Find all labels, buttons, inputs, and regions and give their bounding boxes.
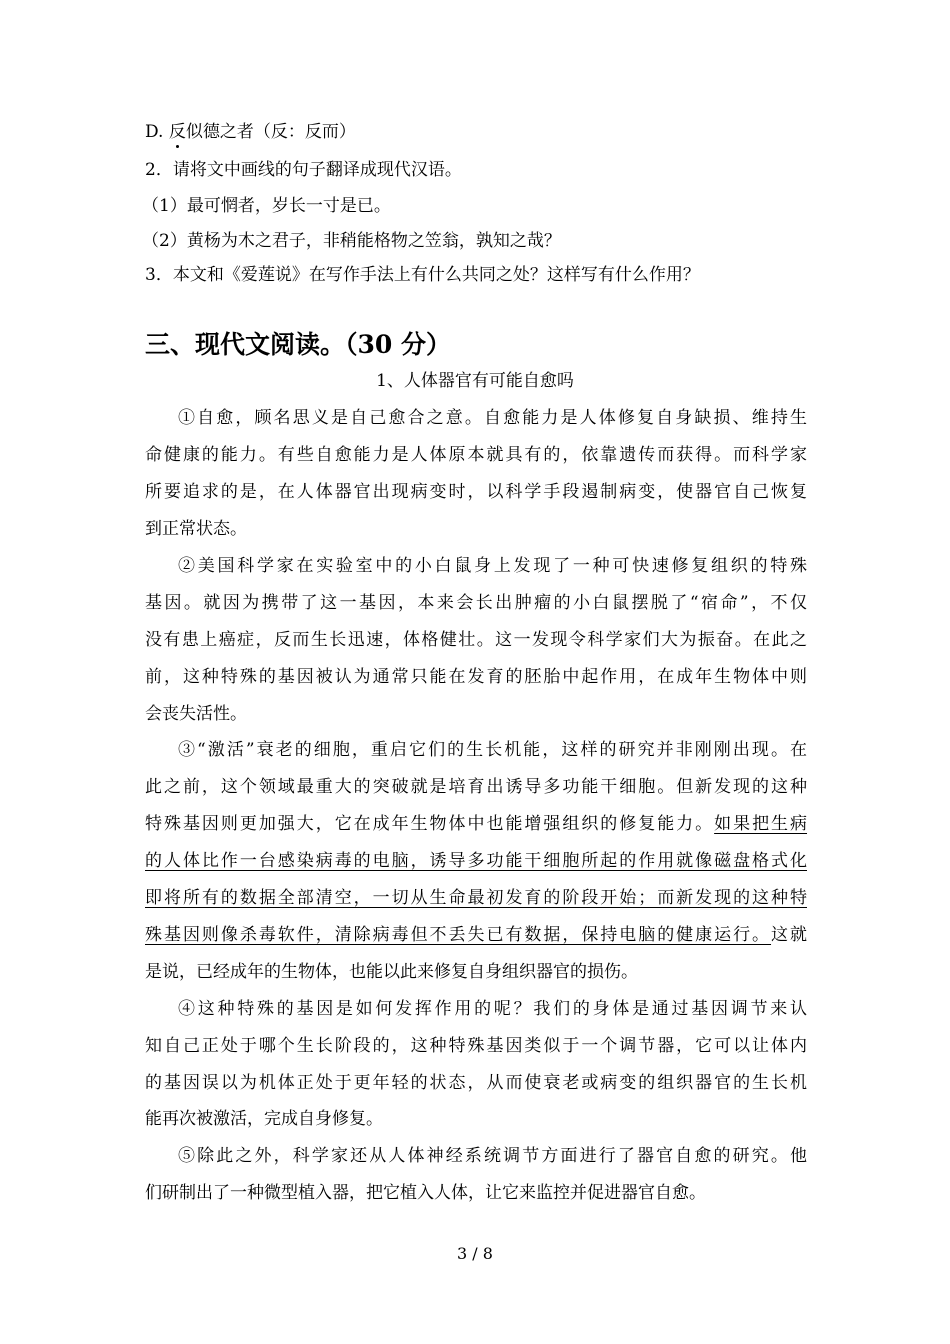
paragraph-5-line: ⑤除此之外，科学家还从人体神经系统调节方面进行了器官自愈的研究。他: [178, 1146, 807, 1166]
question-2-2: （2）黄杨为木之君子，非稍能格物之笠翁，孰知之哉？: [142, 231, 561, 251]
paragraph-5-line: 们研制出了一种微型植入器，把它植入人体，让它来监控并促进器官自愈。: [145, 1183, 706, 1203]
paragraph-3-line: [145, 923, 807, 947]
underlined-sentence: 如果把生病: [714, 814, 808, 834]
underlined-sentence: 的人体比作一台感染病毒的电脑，诱导多功能干细胞所起的作用就像磁盘格式化: [145, 851, 807, 871]
paragraph-4-line: 能再次被激活，完成自身修复。: [145, 1109, 383, 1129]
paragraph-1-line: 所要追求的是，在人体器官出现病变时，以科学手段遏制病变，使器官自己恢复: [145, 482, 807, 502]
paragraph-1-line: ①自愈，顾名思义是自己愈合之意。自愈能力是人体修复自身缺损、维持生: [178, 408, 807, 428]
paragraph-2-line: 会丧失活性。: [145, 704, 247, 724]
paragraph-4-line: ④这种特殊的基因是如何发挥作用的呢？我们的身体是通过基因调节来认: [178, 999, 807, 1019]
paragraph-2-line: 没有患上癌症，反而生长迅速，体格健壮。这一发现令科学家们大为振奋。在此之: [145, 630, 807, 650]
section-title: 三、现代文阅读。（30 分）: [145, 330, 451, 359]
paragraph-3-line: ③“激活”衰老的细胞，重启它们的生长机能，这样的研究并非刚刚出现。在: [178, 740, 807, 760]
underlined-sentence: 即将所有的数据全部清空，一切从生命最初发育的阶段开始；而新发现的这种特: [145, 888, 807, 908]
paragraph-3-line: 此之前，这个领域最重大的突破就是培育出诱导多功能干细胞。但新发现的这种: [145, 777, 807, 797]
underlined-sentence: 殊基因则像杀毒软件，清除病毒但不丢失已有数据，保持电脑的健康运行。: [145, 925, 772, 945]
option-d-prefix: D.: [145, 122, 169, 142]
paragraph-4-line: 的基因误以为机体正处于更年轻的状态，从而使衰老或病变的组织器官的生长机: [145, 1073, 807, 1093]
question-2-1: （1）最可惘者，岁长一寸是已。: [142, 196, 391, 216]
paragraph-1-line: 命健康的能力。有些自愈能力是人体原本就具有的，依靠遗传而获得。而科学家: [145, 445, 807, 465]
question-option-d: [145, 120, 356, 144]
paragraph-3-line: [145, 812, 807, 836]
paragraph-3-line: 是说，已经成年的生物体，也能以此来修复自身组织器官的损伤。: [145, 962, 638, 982]
question-2: 2．请将文中画线的句子翻译成现代汉语。: [145, 160, 462, 180]
paragraph-4-line: 知自己正处于哪个生长阶段的，这种特殊基因类似于一个调节器，它可以让体内: [145, 1036, 807, 1056]
paragraph-2-line: ②美国科学家在实验室中的小白鼠身上发现了一种可快速修复组织的特殊: [178, 556, 807, 576]
plain-text: 这就: [771, 925, 808, 945]
article-title: 1、人体器官有可能自愈吗: [376, 371, 574, 391]
paragraph-2-line: 基因。就因为携带了这一基因，本来会长出肿瘤的小白鼠摆脱了“宿命”，不仅: [145, 593, 807, 613]
emphasis-dotted-char: 反: [168, 122, 186, 142]
plain-text: 特殊基因则更加强大，它在成年生物体中也能增强组织的修复能力。: [145, 814, 715, 834]
paragraph-1-line: 到正常状态。: [145, 519, 247, 539]
page-number: 3 / 8: [457, 1244, 493, 1263]
question-3: 3．本文和《爱莲说》在写作手法上有什么共同之处？这样写有什么作用？: [145, 265, 700, 285]
paragraph-2-line: 前，这种特殊的基因被认为通常只能在发育的胚胎中起作用，在成年生物体中则: [145, 667, 807, 687]
option-d-rest: 似德之者（反：反而）: [185, 122, 356, 142]
